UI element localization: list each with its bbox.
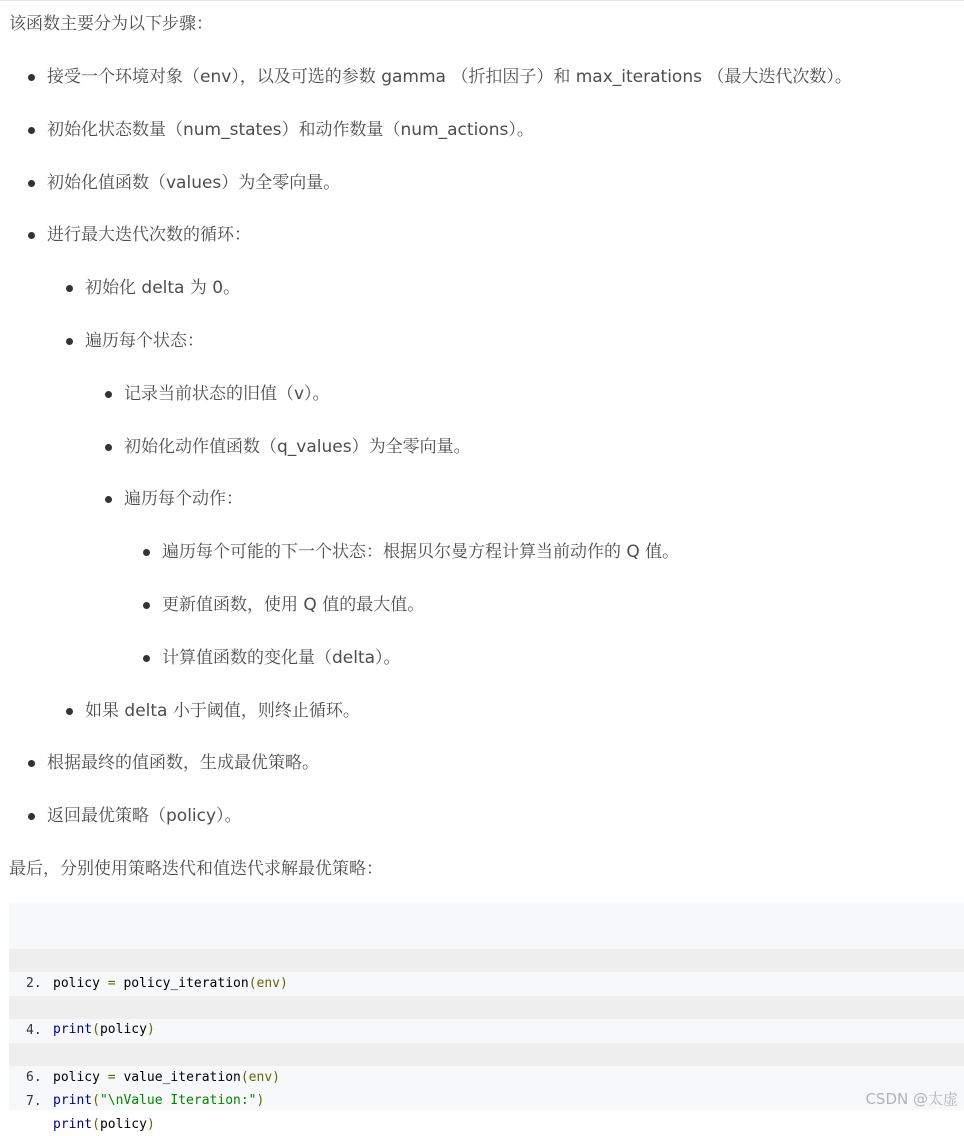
list-item: 初始化 delta 为 0。 bbox=[85, 278, 241, 298]
list-item: 记录当前状态的旧值（v）。 bbox=[124, 384, 330, 404]
code-line bbox=[9, 1020, 964, 1085]
list-item: 初始化状态数量（num_states）和动作数量（num_actions）。 bbox=[47, 120, 534, 140]
list-item: 进行最大迭代次数的循环： bbox=[47, 225, 251, 245]
intro-paragraph: 该函数主要分为以下步骤： bbox=[9, 14, 213, 34]
list-item: 接受一个环境对象（env），以及可选的参数 gamma （折扣因子）和 max_iterations （最大迭代次数）。 bbox=[47, 67, 852, 87]
line-number: 7. bbox=[26, 1094, 42, 1109]
code-line bbox=[9, 972, 964, 1037]
list-item: 如果 delta 小于阈值，则终止循环。 bbox=[85, 701, 360, 721]
list-item: 根据最终的值函数，生成最优策略。 bbox=[47, 753, 319, 773]
list-item: 遍历每个可能的下一个状态：根据贝尔曼方程计算当前动作的 Q 值。 bbox=[162, 542, 680, 562]
line-number: 2. bbox=[26, 976, 42, 991]
line-number: 6. bbox=[26, 1070, 42, 1085]
list-item: 遍历每个状态： bbox=[85, 331, 204, 351]
list-item: 初始化值函数（values）为全零向量。 bbox=[47, 173, 341, 193]
list-item: 更新值函数，使用 Q 值的最大值。 bbox=[162, 595, 425, 615]
list-item: 计算值函数的变化量（delta）。 bbox=[162, 648, 401, 668]
code-text: policy = policy_iteration(env) bbox=[53, 976, 288, 991]
csdn-watermark: CSDN @太虚 bbox=[865, 1090, 958, 1108]
list-item: 初始化动作值函数（q_values）为全零向量。 bbox=[124, 437, 471, 457]
code-text: print("\nValue Iteration:") bbox=[53, 1093, 265, 1108]
list-item: 返回最优策略（policy）。 bbox=[47, 806, 242, 826]
code-text: print(policy) bbox=[53, 1022, 155, 1037]
closing-paragraph: 最后，分别使用策略迭代和值迭代求解最优策略： bbox=[9, 859, 383, 879]
line-number: 4. bbox=[26, 1023, 42, 1038]
code-text: policy = value_iteration(env) bbox=[53, 1070, 280, 1085]
list-item: 遍历每个动作： bbox=[124, 489, 243, 509]
code-line bbox=[9, 926, 964, 991]
top-divider bbox=[0, 0, 964, 1]
code-text: print(policy) bbox=[53, 1117, 155, 1132]
